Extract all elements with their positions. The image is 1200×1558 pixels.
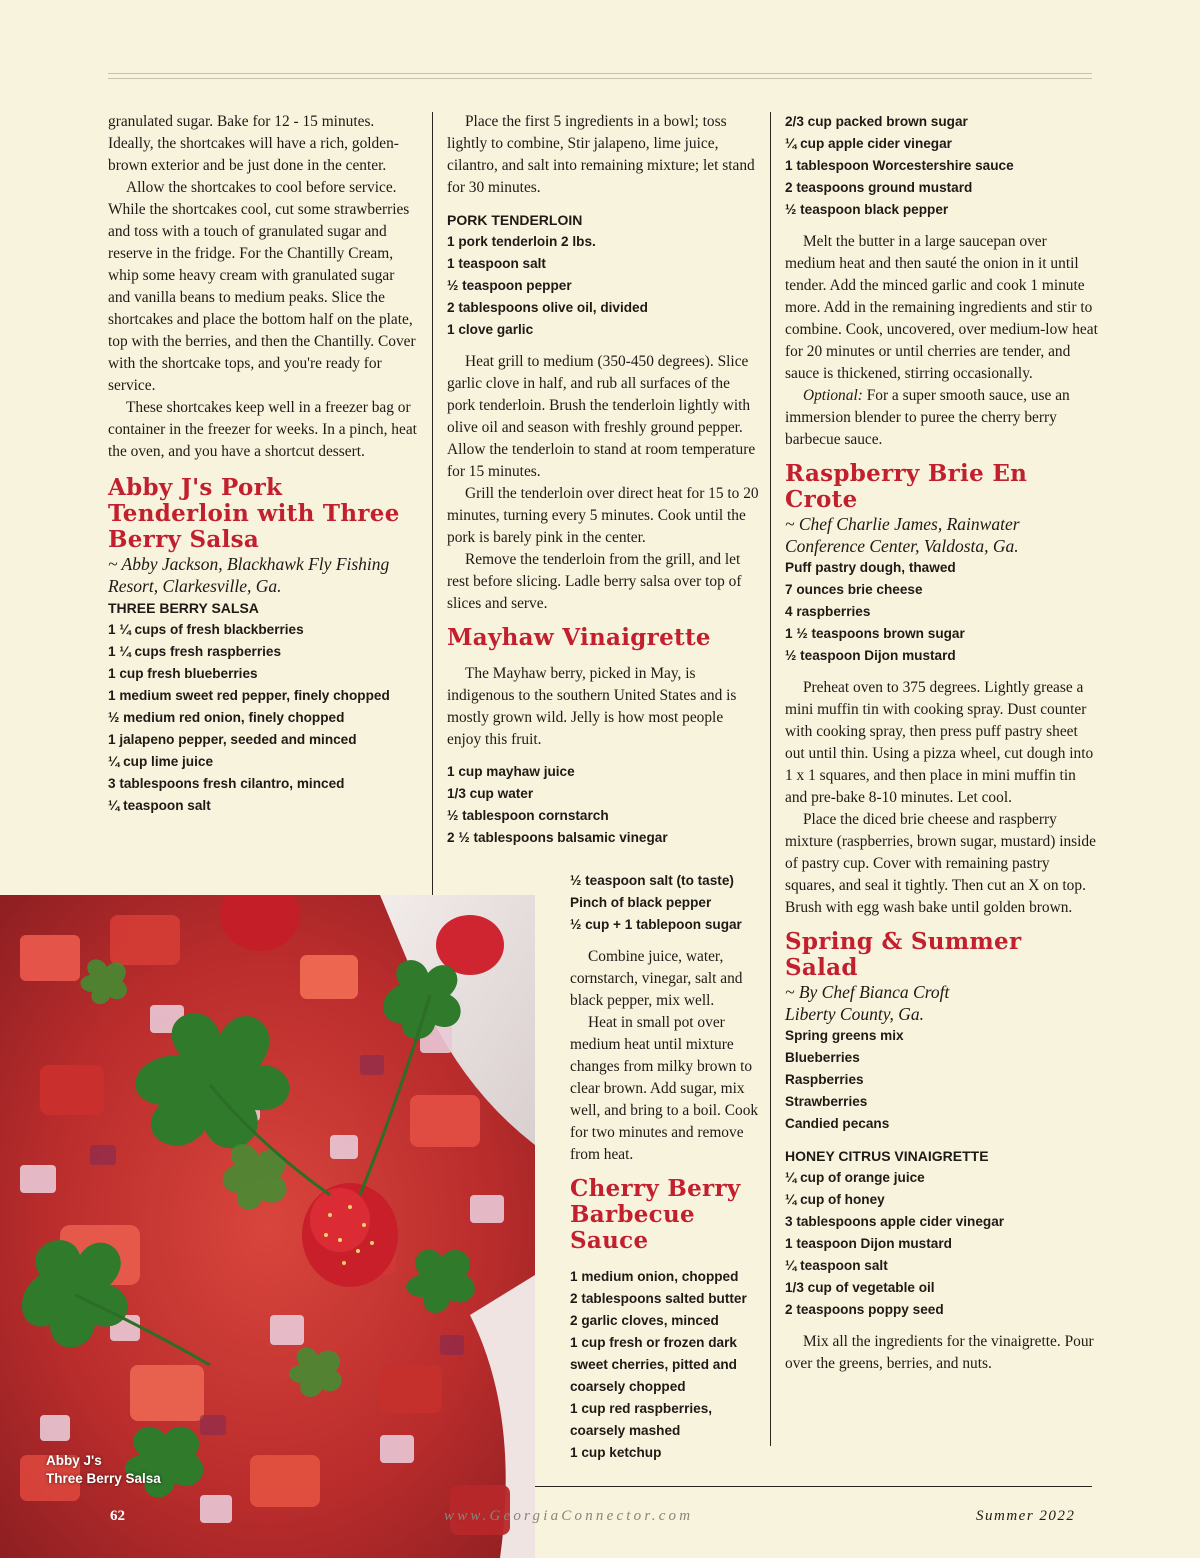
ingredient-list xyxy=(785,111,1101,221)
footer-url: www.GeorgiaConnector.com xyxy=(444,1508,694,1524)
ingredient-list xyxy=(785,1167,1101,1321)
ingredient-item: 1 medium sweet red pepper, finely chopped xyxy=(108,688,390,703)
ingredient-list xyxy=(570,870,762,936)
ingredient-item: 1 jalapeno pepper, seeded and minced xyxy=(108,732,357,747)
ingredient-item: ½ tablespoon cornstarch xyxy=(447,808,609,823)
footer-rule xyxy=(535,1486,1092,1487)
section-heading: HONEY CITRUS VINAIGRETTE xyxy=(785,1148,989,1164)
ingredient-item: Blueberries xyxy=(785,1050,860,1065)
ingredient-item: 2/3 cup packed brown sugar xyxy=(785,114,968,129)
ingredient-item: ½ teaspoon Dijon mustard xyxy=(785,648,956,663)
body-paragraph: Heat in small pot over medium heat until mixture changes from milky brown to clear brown. Add sugar, mix well, and bring to a boil. Cook for two minutes and remove from heat. xyxy=(570,1014,759,1163)
credit-line: Liberty County, Ga. xyxy=(785,1004,925,1024)
section-heading: THREE BERRY SALSA xyxy=(108,600,259,616)
ingredient-item: 2 tablespoons salted butter xyxy=(570,1291,747,1306)
ingredient-item: 1 tablespoon Worcestershire sauce xyxy=(785,158,1014,173)
section-heading: PORK TENDERLOIN xyxy=(447,212,583,228)
header-rule xyxy=(108,73,1092,74)
recipe-credit xyxy=(785,981,1101,1025)
ingredient-item: 3 tablespoons fresh cilantro, minced xyxy=(108,776,345,791)
body-paragraph: Allow the shortcakes to cool before service. While the shortcakes cool, cut some strawberries and toss with a touch of granulated sugar and reserve in the fridge. For the Chantilly Cream, whip some heavy cream with granulated sugar and vanilla beans to medium peaks. Slice the shortcakes and place the bottom half on the plate, top with the berries, and then the Chantilly. Cover with the shortcake tops, and you're ready for service. xyxy=(108,179,416,394)
ingredient-list xyxy=(447,231,760,341)
column-3 xyxy=(785,111,1101,1375)
body-paragraph: These shortcakes keep well in a freezer bag or container in the freezer for weeks. In a pinch, heat the oven, and you have a shortcut dessert. xyxy=(108,399,417,460)
body-paragraph: Heat grill to medium (350-450 degrees). Slice garlic clove in half, and rub all surfaces of the pork tenderloin. Brush the tenderloin lightly with olive oil and season with freshly ground pepper. Allow the tenderloin to stand at room temperature for 15 minutes. xyxy=(447,353,756,480)
ingredient-item: ¼ cup apple cider vinegar xyxy=(785,136,952,151)
ingredient-item: 1 cup red raspberries, coarsely mashed xyxy=(570,1401,713,1438)
ingredient-item: ½ teaspoon salt (to taste) xyxy=(570,873,734,888)
recipe-title: Spring & Summer Salad xyxy=(785,928,1022,981)
body-paragraph: Grill the tenderloin over direct heat for 15 to 20 minutes, turning every 5 minutes. Cook until the pork is barely pink in the center. xyxy=(447,485,759,546)
ingredient-item: Pinch of black pepper xyxy=(570,895,712,910)
ingredient-item: Strawberries xyxy=(785,1094,868,1109)
column-divider xyxy=(770,112,771,1446)
ingredient-item: 1 clove garlic xyxy=(447,322,534,337)
recipe-title: Raspberry Brie En Crote xyxy=(785,460,1028,513)
ingredient-list xyxy=(785,557,1101,667)
ingredient-item: Candied pecans xyxy=(785,1116,890,1131)
body-paragraph: Melt the butter in a large saucepan over medium heat and then sauté the onion in it until tender. Add the minced garlic and cook 1 minute more. Add in the remaining ingredients and stir to combine. Cook, uncovered, over medium-low heat for 20 minutes or until cherries are tender, and sauce is thickened, stirring occasionally. xyxy=(785,233,1098,382)
body-paragraph: Mix all the ingredients for the vinaigrette. Pour over the greens, berries, and nuts. xyxy=(785,1333,1094,1372)
ingredient-item: 2 teaspoons ground mustard xyxy=(785,180,973,195)
issue-date: Summer 2022 xyxy=(976,1508,1076,1524)
ingredient-item: ½ teaspoon pepper xyxy=(447,278,572,293)
optional-label: Optional: xyxy=(803,387,863,404)
photo-caption xyxy=(46,1452,161,1488)
ingredient-item: 1/3 cup of vegetable oil xyxy=(785,1280,935,1295)
ingredient-item: 1 cup mayhaw juice xyxy=(447,764,575,779)
column-1 xyxy=(108,111,420,817)
ingredient-item: 1 teaspoon Dijon mustard xyxy=(785,1236,952,1251)
ingredient-item: ¼ teaspoon salt xyxy=(108,798,211,813)
ingredient-item: 1 medium onion, chopped xyxy=(570,1269,739,1284)
ingredient-item: 1 teaspoon salt xyxy=(447,256,546,271)
column-divider xyxy=(432,112,433,895)
ingredient-item: 1 ¼ cups fresh raspberries xyxy=(108,644,282,659)
ingredient-item: ½ cup + 1 tablepoon sugar xyxy=(570,917,742,932)
ingredient-item: 1 cup fresh or frozen dark sweet cherries, pitted and coarsely chopped xyxy=(570,1335,737,1394)
recipe-credit: ~ Abby Jackson, Blackhawk Fly Fishing Resort, Clarkesville, Ga. xyxy=(108,554,390,596)
ingredient-item: 1 pork tenderloin 2 lbs. xyxy=(447,234,596,249)
caption-line: Abby J's xyxy=(46,1453,102,1468)
ingredient-list xyxy=(785,1025,1101,1135)
ingredient-item: 3 tablespoons apple cider vinegar xyxy=(785,1214,1005,1229)
credit-line: ~ By Chef Bianca Croft xyxy=(785,982,950,1002)
body-paragraph: Combine juice, water, cornstarch, vinegar, salt and black pepper, mix well. xyxy=(570,948,743,1009)
column-2 xyxy=(447,111,760,849)
recipe-title: Abby J's Pork Tenderloin with Three Berry Salsa xyxy=(108,474,400,553)
optional-text: For a super smooth sauce, use an immersion blender to puree the cherry berry barbecue sauce. xyxy=(785,387,1070,448)
ingredient-list xyxy=(447,761,760,849)
ingredient-item: 2 garlic cloves, minced xyxy=(570,1313,719,1328)
recipe-title: Cherry Berry Barbecue Sauce xyxy=(570,1175,741,1254)
ingredient-item: 2 tablespoons olive oil, divided xyxy=(447,300,648,315)
body-paragraph: The Mayhaw berry, picked in May, is indigenous to the southern United States and is mostly grown wild. Jelly is how most people enjoy this fruit. xyxy=(447,665,737,748)
ingredient-item: ¼ cup of orange juice xyxy=(785,1170,925,1185)
ingredient-item: ½ medium red onion, finely chopped xyxy=(108,710,345,725)
column-2-lower xyxy=(570,870,762,1464)
ingredient-item: 2 teaspoons poppy seed xyxy=(785,1302,944,1317)
ingredient-item: ½ teaspoon black pepper xyxy=(785,202,949,217)
ingredient-item: ¼ cup lime juice xyxy=(108,754,214,769)
body-paragraph: Place the diced brie cheese and raspberry mixture (raspberries, brown sugar, mustard) inside of pastry cup. Cover with remaining pastry squares, and seal it tightly. Then cut an X on top. Brush with egg wash bake until golden brown. xyxy=(785,811,1096,916)
ingredient-item: 4 raspberries xyxy=(785,604,871,619)
ingredient-item: 1 cup ketchup xyxy=(570,1445,662,1460)
recipe-title: Mayhaw Vinaigrette xyxy=(447,624,711,651)
ingredient-item: ¼ cup of honey xyxy=(785,1192,885,1207)
ingredient-list xyxy=(570,1266,762,1464)
page-number: 62 xyxy=(110,1508,125,1524)
body-paragraph: Preheat oven to 375 degrees. Lightly grease a mini muffin tin with cooking spray. Dust counter with cooking spray, then press puff pastry sheet out until thin. Using a pizza wheel, cut dough into 1 x 1 squares, and then place in mini muffin tin and pre-bake 8-10 minutes. Let cool. xyxy=(785,679,1094,806)
body-paragraph: Remove the tenderloin from the grill, and let rest before slicing. Ladle berry salsa over top of slices and serve. xyxy=(447,551,742,612)
ingredient-item: 1 cup fresh blueberries xyxy=(108,666,258,681)
header-rule-2 xyxy=(108,78,1092,79)
ingredient-list xyxy=(108,619,420,817)
ingredient-item: Raspberries xyxy=(785,1072,864,1087)
ingredient-item: 1 ½ teaspoons brown sugar xyxy=(785,626,965,641)
ingredient-item: 1/3 cup water xyxy=(447,786,534,801)
ingredient-item: 1 ¼ cups of fresh blackberries xyxy=(108,622,304,637)
ingredient-item: 7 ounces brie cheese xyxy=(785,582,923,597)
ingredient-item: ¼ teaspoon salt xyxy=(785,1258,888,1273)
body-paragraph: Place the first 5 ingredients in a bowl; toss lightly to combine, Stir jalapeno, lime juice, cilantro, and salt into remaining mixture; let stand for 30 minutes. xyxy=(447,113,755,196)
ingredient-item: 2 ½ tablespoons balsamic vinegar xyxy=(447,830,668,845)
body-paragraph xyxy=(785,385,1101,451)
body-paragraph: granulated sugar. Bake for 12 - 15 minutes. Ideally, the shortcakes will have a rich, golden-brown exterior and be just done in the center. xyxy=(108,113,399,174)
ingredient-item: Spring greens mix xyxy=(785,1028,904,1043)
recipe-credit: ~ Chef Charlie James, Rainwater Conference Center, Valdosta, Ga. xyxy=(785,514,1020,556)
caption-line: Three Berry Salsa xyxy=(46,1471,161,1486)
ingredient-item: Puff pastry dough, thawed xyxy=(785,560,956,575)
